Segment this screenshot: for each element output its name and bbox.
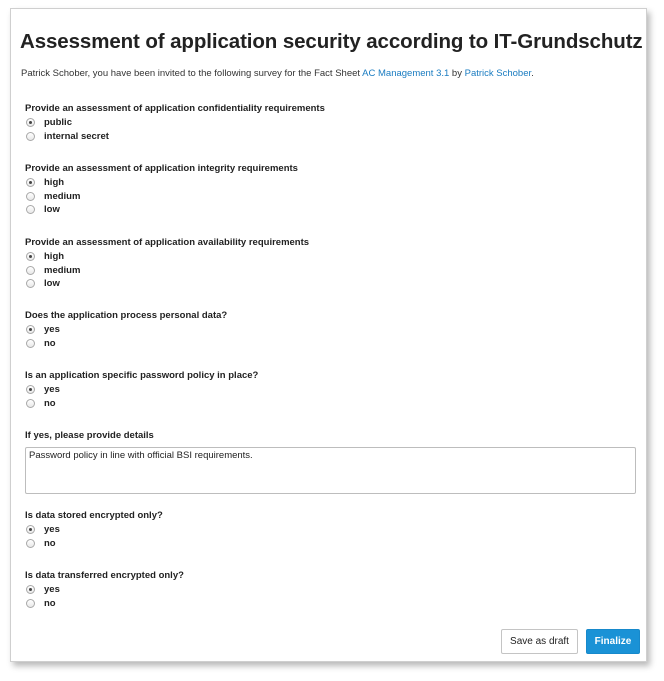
option-internal-secret[interactable] xyxy=(25,130,325,144)
invitation-prefix: Patrick Schober, you have been invited to the following survey for the Fact Sheet xyxy=(21,68,363,79)
option-label: high xyxy=(44,177,65,189)
radio-checked-icon[interactable] xyxy=(26,118,35,127)
radio-unchecked-icon[interactable] xyxy=(26,205,35,214)
option-label: internal secret xyxy=(44,130,109,142)
option-low[interactable] xyxy=(25,203,298,217)
invitation-suffix: . xyxy=(531,68,534,79)
invitation-text xyxy=(21,68,534,79)
option-yes[interactable] xyxy=(25,383,258,397)
question-integrity xyxy=(25,162,298,217)
radio-unchecked-icon[interactable] xyxy=(26,339,35,348)
option-label: no xyxy=(44,597,56,609)
radio-checked-icon[interactable] xyxy=(26,178,35,187)
radio-unchecked-icon[interactable] xyxy=(26,132,35,141)
option-label: low xyxy=(44,278,60,290)
invitation-by: by xyxy=(449,68,465,79)
option-label: medium xyxy=(44,264,81,276)
option-high[interactable] xyxy=(25,176,298,190)
option-high[interactable] xyxy=(25,250,309,264)
question-data-transferred-encrypted xyxy=(25,569,184,610)
radio-checked-icon[interactable] xyxy=(26,385,35,394)
option-public[interactable] xyxy=(25,116,325,130)
question-password-policy xyxy=(25,369,258,410)
author-link[interactable]: Patrick Schober xyxy=(464,68,532,79)
option-label: no xyxy=(44,397,56,409)
radio-checked-icon[interactable] xyxy=(26,252,35,261)
radio-unchecked-icon[interactable] xyxy=(26,599,35,608)
question-availability xyxy=(25,236,309,291)
radio-unchecked-icon[interactable] xyxy=(26,399,35,408)
question-confidentiality xyxy=(25,102,325,143)
option-label: no xyxy=(44,537,56,549)
details-question xyxy=(25,429,154,443)
option-label: yes xyxy=(44,384,60,396)
details-label: If yes, please provide details xyxy=(25,430,154,441)
radio-checked-icon[interactable] xyxy=(26,585,35,594)
option-label: yes xyxy=(44,524,60,536)
radio-unchecked-icon[interactable] xyxy=(26,192,35,201)
survey-title: Assessment of application security according to IT-Grundschutz xyxy=(20,30,643,53)
question-label: Provide an assessment of application confidentiality requirements xyxy=(25,103,325,114)
question-label: Is an application specific password policy in place? xyxy=(25,370,259,381)
question-label: Provide an assessment of application integrity requirements xyxy=(25,163,298,174)
option-label: yes xyxy=(44,584,60,596)
option-label: yes xyxy=(44,324,60,336)
option-medium[interactable] xyxy=(25,190,298,204)
option-no[interactable] xyxy=(25,537,163,551)
radio-unchecked-icon[interactable] xyxy=(26,266,35,275)
option-medium[interactable] xyxy=(25,264,309,278)
finalize-button[interactable]: Finalize xyxy=(586,629,640,654)
radio-checked-icon[interactable] xyxy=(26,325,35,334)
option-label: public xyxy=(44,117,72,129)
option-low[interactable] xyxy=(25,277,309,291)
question-label: Is data stored encrypted only? xyxy=(25,510,163,521)
question-label: Does the application process personal data? xyxy=(25,310,228,321)
option-label: medium xyxy=(44,190,81,202)
option-yes[interactable] xyxy=(25,523,163,537)
option-label: low xyxy=(44,204,60,216)
question-personal-data xyxy=(25,309,227,350)
option-no[interactable] xyxy=(25,337,227,351)
option-yes[interactable] xyxy=(25,323,227,337)
radio-unchecked-icon[interactable] xyxy=(26,539,35,548)
radio-checked-icon[interactable] xyxy=(26,525,35,534)
question-data-stored-encrypted xyxy=(25,509,163,550)
save-as-draft-button[interactable]: Save as draft xyxy=(501,629,578,654)
option-label: no xyxy=(44,337,56,349)
details-textarea[interactable] xyxy=(25,447,636,494)
radio-unchecked-icon[interactable] xyxy=(26,279,35,288)
option-no[interactable] xyxy=(25,397,258,411)
option-yes[interactable] xyxy=(25,583,184,597)
question-label: Provide an assessment of application availability requirements xyxy=(25,237,310,248)
fact-sheet-link[interactable]: AC Management 3.1 xyxy=(362,68,450,79)
option-label: high xyxy=(44,251,65,263)
option-no[interactable] xyxy=(25,597,184,611)
question-label: Is data transferred encrypted only? xyxy=(25,570,184,581)
survey-card xyxy=(10,8,647,662)
